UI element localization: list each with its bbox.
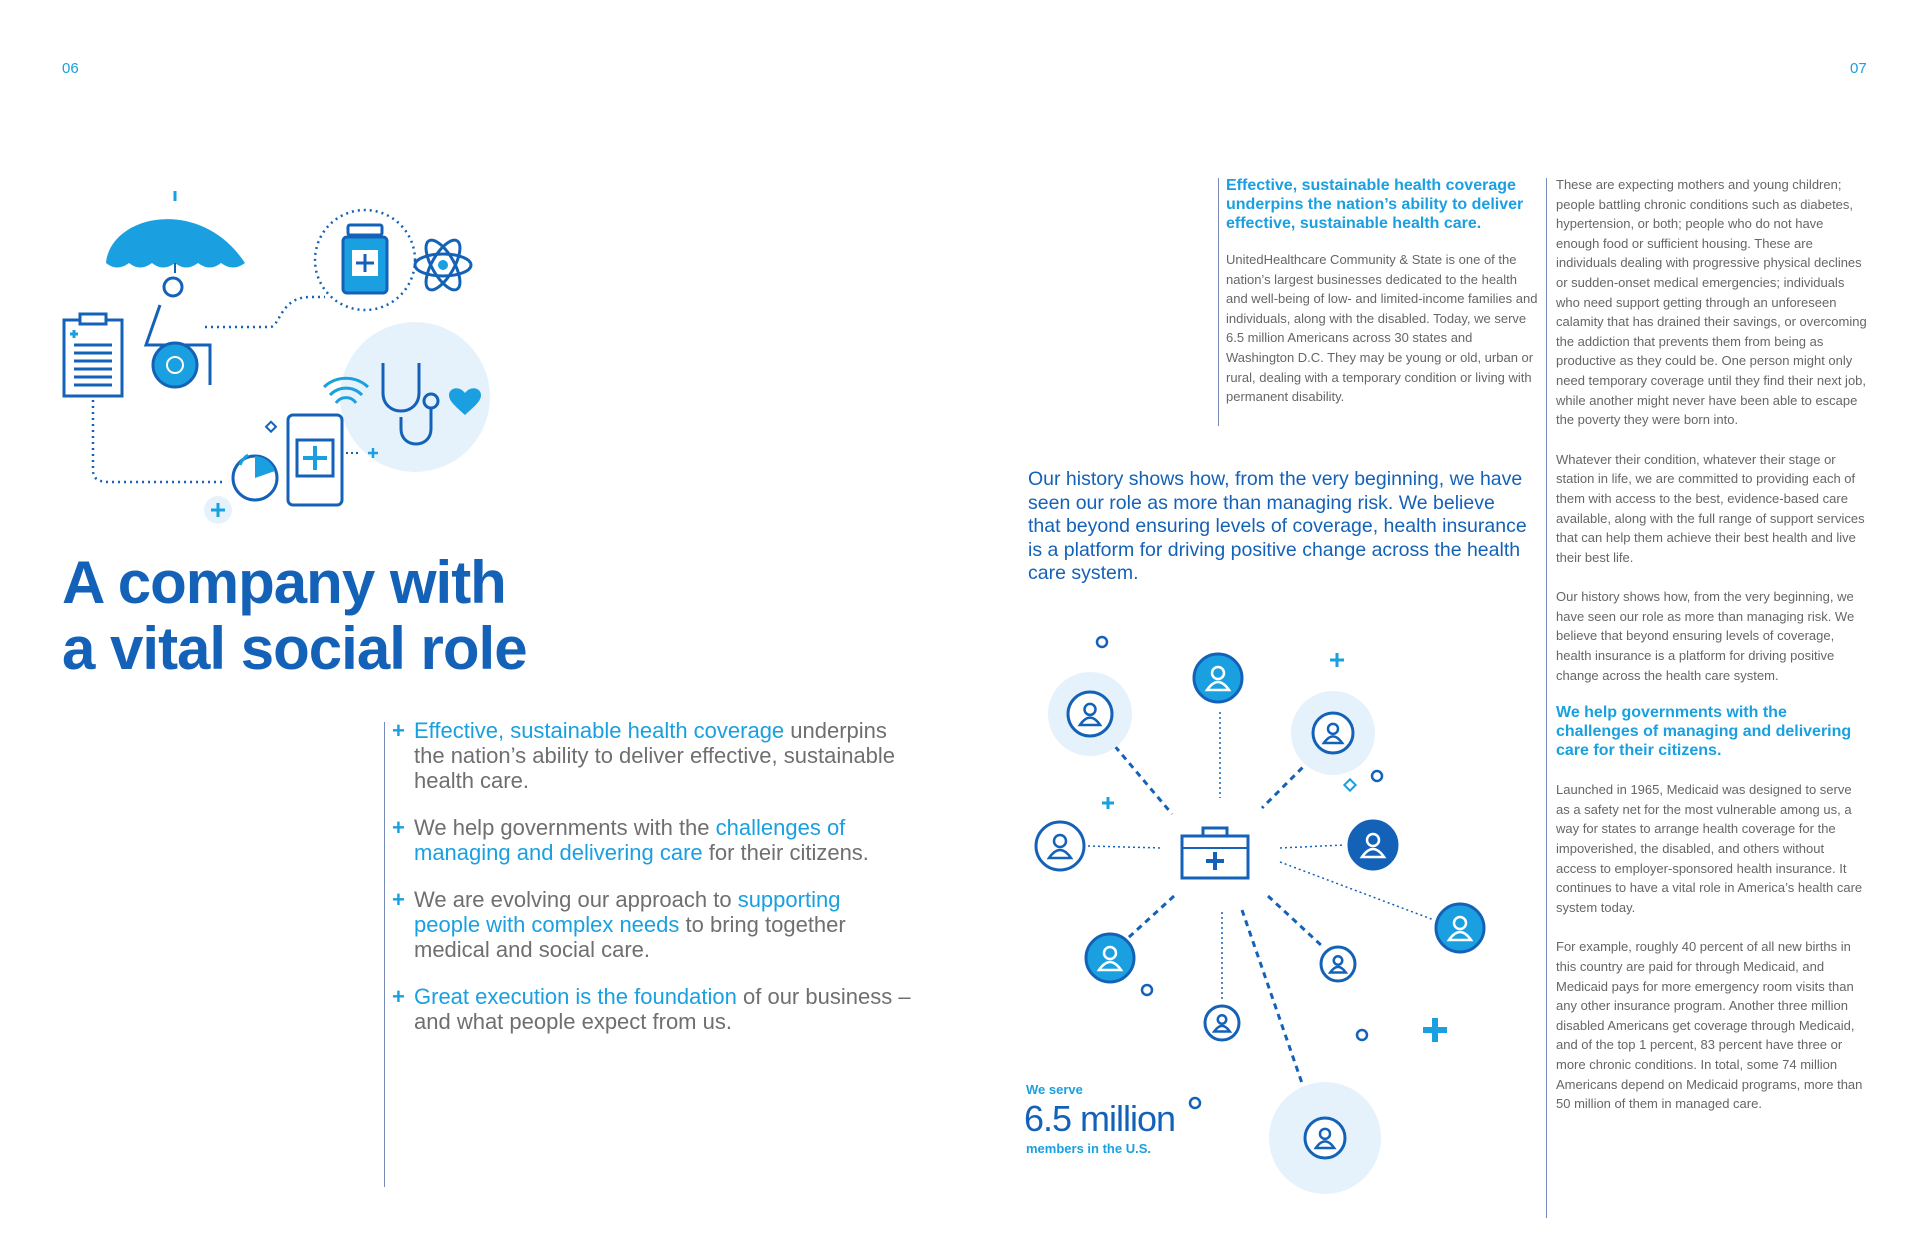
headline-line-2: a vital social role: [62, 615, 527, 682]
intro-body: UnitedHealthcare Community & State is one of the nation’s largest businesses dedicated to the health and well-being of low- and limited-income families and individuals, along with the disabled. Today, we serve 6.5 million Americans across 30 states and Washington D.C. They may be young or old, urban or rural, dealing with a temporary condition or living with permanent disability.: [1226, 252, 1538, 405]
member-node: [1321, 947, 1355, 981]
paragraph: These are expecting mothers and young children; people battling chronic conditions such as diabetes, hypertension, or both; people who do not have enough food or sufficient housing. These are individuals dealing with progressive physical declines or sudden-onset medical emergencies; individuals who need support getting through an unforeseen calamity that has drained their savings, or overcoming the addiction that prevents them from being as productive as they could be. One person might only need temporary coverage until they find their next job, while another might never have been able to escape the poverty they were born into.: [1556, 177, 1867, 428]
member-node: [1205, 1006, 1239, 1040]
stat-sub: members in the U.S.: [1026, 1141, 1151, 1156]
member-person-icon: [1054, 835, 1066, 847]
connector-line: [1108, 738, 1172, 814]
pie-chart-icon: [233, 455, 277, 500]
member-body-icon: [1449, 932, 1471, 940]
decor-dot: [1372, 771, 1382, 781]
atom-icon: [415, 235, 471, 294]
member-body-icon: [1316, 1141, 1334, 1148]
key-point: + We help governments with the challenges of managing and delivering care for their citizens.: [392, 815, 869, 865]
decor-plus-icon: [1330, 653, 1344, 667]
connector-line: [1128, 896, 1174, 938]
right-column-divider: [1546, 178, 1547, 1218]
member-person-icon: [1454, 917, 1466, 929]
decor-dot: [1357, 1030, 1367, 1040]
decor-dot: [1190, 1098, 1200, 1108]
member-body-icon: [1214, 1026, 1230, 1032]
member-body-icon: [1099, 962, 1121, 970]
plus-icon: +: [392, 984, 405, 1009]
member-node: [1436, 904, 1484, 952]
key-point: + We are evolving our approach to supporting people with complex needs to bring together medical and social care.: [392, 887, 846, 962]
member-node: [1313, 713, 1353, 753]
member-node: [1194, 654, 1242, 702]
connector-line: [1280, 862, 1434, 920]
umbrella-icon: [106, 191, 245, 273]
connector-line: [1088, 846, 1162, 848]
page-headline: [62, 550, 662, 682]
plus-icon: +: [392, 718, 405, 743]
node-halo: [1269, 1082, 1381, 1194]
member-person-icon: [1328, 724, 1338, 734]
page-number-right: 07: [1850, 60, 1867, 77]
connector-line: [1242, 910, 1312, 1112]
kit-handle: [1203, 828, 1227, 836]
right-column: [1556, 175, 1868, 1134]
decor-plus-icon: [1102, 797, 1114, 809]
member-body-icon: [1080, 718, 1100, 725]
member-body-icon: [1049, 850, 1071, 858]
decor-dot: [1142, 985, 1152, 995]
member-person-icon: [1085, 704, 1096, 715]
member-person-icon: [1334, 956, 1343, 965]
connector-line: [1268, 896, 1322, 946]
decor-plus-icon: [1423, 1018, 1447, 1042]
medical-kit-icon: [1182, 836, 1248, 878]
node-halo: [1291, 691, 1375, 775]
member-body-icon: [1362, 849, 1384, 857]
decor-dot: [1097, 637, 1107, 647]
clipboard-icon: [64, 314, 122, 396]
member-node: [1305, 1118, 1345, 1158]
headline-line-1: A company with: [62, 549, 506, 616]
decor-diamond: [1344, 779, 1355, 790]
history-quote: Our history shows how, from the very beginning, we have seen our role as more than managing risk. We believe that beyond ensuring levels of coverage, health insurance is a platform for driving positive change across the health care system.: [1028, 468, 1527, 584]
member-person-icon: [1320, 1129, 1330, 1139]
member-node: [1068, 692, 1112, 736]
paragraph: Launched in 1965, Medicaid was designed to serve as a safety net for the most vulnerable among us, a way for states to arrange health coverage for the impoverished, the disabled, and others without access to employer-sponsored health insurance. It continues to have a vital role in America’s health care system today.: [1556, 782, 1863, 915]
wheelchair-person-icon: [146, 278, 210, 387]
paragraph: Our history shows how, from the very beginning, we have seen our role as more than managing risk. We believe that beyond ensuring levels of coverage, health insurance is a platform for driving positive change across the health care system.: [1556, 589, 1855, 683]
stat-value: 6.5 million: [1024, 1098, 1176, 1139]
paragraph: For example, roughly 40 percent of all new births in this country are paid for through Medicaid, and Medicaid pays for more emergency room visits than any other insurance program. Another three million disabled Americans get coverage through Medicaid, and of the top 1 percent, 83 percent have three or more chronic conditions. In total, some 74 million Americans depend on Medicaid programs, more than 50 million of them in managed care.: [1556, 939, 1863, 1112]
member-node: [1086, 934, 1134, 982]
page-number-left: 06: [62, 60, 79, 77]
key-point: + Effective, sustainable health coverage underpins the nation’s ability to deliver effective, sustainable health care.: [392, 718, 896, 793]
plus-icon: +: [392, 887, 405, 912]
connector-line: [1280, 845, 1344, 848]
member-body-icon: [1324, 736, 1342, 743]
member-person-icon: [1104, 947, 1116, 959]
member-person-icon: [1212, 667, 1224, 679]
member-body-icon: [1207, 682, 1229, 690]
tablet-plus-icon: [288, 415, 342, 505]
node-halo: [1048, 672, 1132, 756]
member-node: [1036, 822, 1084, 870]
bullet-divider: [384, 722, 385, 1187]
healthcare-illustration: [60, 195, 520, 525]
intro-divider: [1218, 178, 1219, 426]
plus-icon: +: [392, 815, 405, 840]
stat-label: We serve: [1026, 1082, 1083, 1097]
member-person-icon: [1367, 834, 1379, 846]
member-body-icon: [1330, 967, 1346, 973]
intro-heading: Effective, sustainable health coverage underpins the nation’s ability to deliver effective, sustainable health care.: [1226, 177, 1524, 232]
member-node: [1349, 821, 1397, 869]
paragraph: Whatever their condition, whatever their stage or station in life, we are committed to providing each of them with access to the best, evidence-based care available, along with the full range of support services that can help them achieve their best health and live their best life.: [1556, 451, 1865, 565]
connector-line: [1262, 752, 1318, 808]
right-column-subhead: We help governments with the challenges of managing and delivering care for their citizens.: [1556, 704, 1852, 760]
key-point: + Great execution is the foundation of our business – and what people expect from us.: [392, 984, 911, 1034]
member-person-icon: [1218, 1015, 1227, 1024]
kit-plus-icon: [1206, 852, 1224, 870]
key-points-list: [392, 718, 912, 1056]
medicine-bottle-icon: [343, 225, 387, 293]
